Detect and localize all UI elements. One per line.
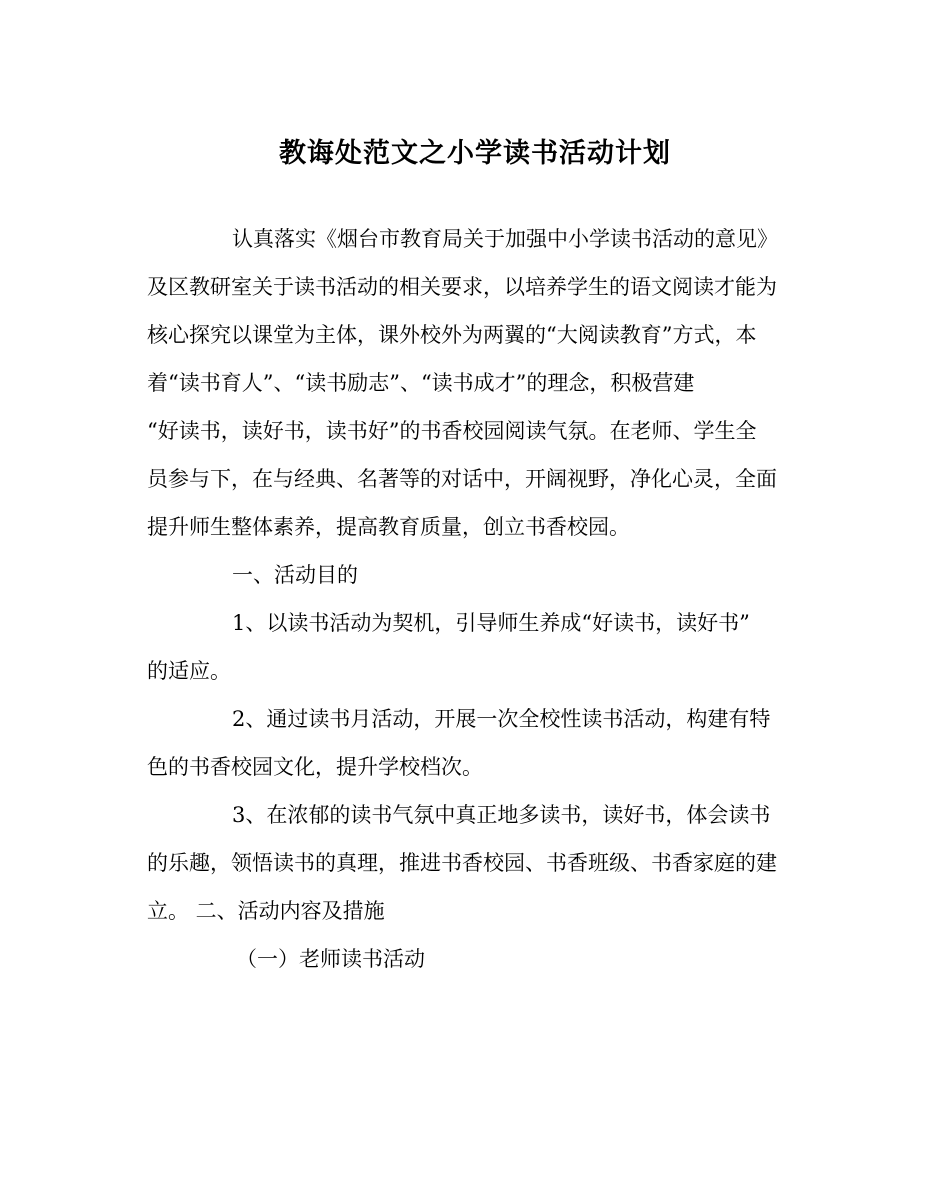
paragraph-line: 核心探究以课堂为主体，课外校外为两翼的“大阅读教育”方式，本 xyxy=(147,323,757,347)
paragraph-line: 2、通过读书月活动，开展一次全校性读书活动，构建有特 xyxy=(232,707,771,731)
subsection-heading: （一）老师读书活动 xyxy=(236,947,425,971)
paragraph-line: “好读书，读好书，读书好”的书香校园阅读气氛。在老师、学生全 xyxy=(147,419,757,443)
paragraph-line: 色的书香校园文化，提升学校档次。 xyxy=(147,755,483,779)
paragraph-line: 的适应。 xyxy=(147,659,231,683)
paragraph-line: 着“读书育人”、“读书励志”、“读书成才”的理念，积极营建 xyxy=(147,371,695,395)
paragraph-line: 及区教研室关于读书活动的相关要求，以培养学生的语文阅读才能为 xyxy=(147,275,777,299)
paragraph-line: 的乐趣，领悟读书的真理，推进书香校园、书香班级、书香家庭的建 xyxy=(147,851,777,875)
paragraph-line: 员参与下，在与经典、名著等的对话中，开阔视野，净化心灵，全面 xyxy=(147,467,777,491)
section-heading: 一、活动目的 xyxy=(232,563,358,587)
paragraph-line: 1、以读书活动为契机，引导师生养成“好读书，读好书” xyxy=(232,611,750,635)
paragraph-line: 认真落实《烟台市教育局关于加强中小学读书活动的意见》 xyxy=(232,227,778,251)
paragraph-line: 3、在浓郁的读书气氛中真正地多读书，读好书，体会读书 xyxy=(232,803,771,827)
document-title: 教诲处范文之小学读书活动计划 xyxy=(279,138,671,169)
paragraph-line: 立。 二、活动内容及措施 xyxy=(147,899,385,923)
paragraph-line: 提升师生整体素养，提高教育质量，创立书香校园。 xyxy=(147,515,630,539)
